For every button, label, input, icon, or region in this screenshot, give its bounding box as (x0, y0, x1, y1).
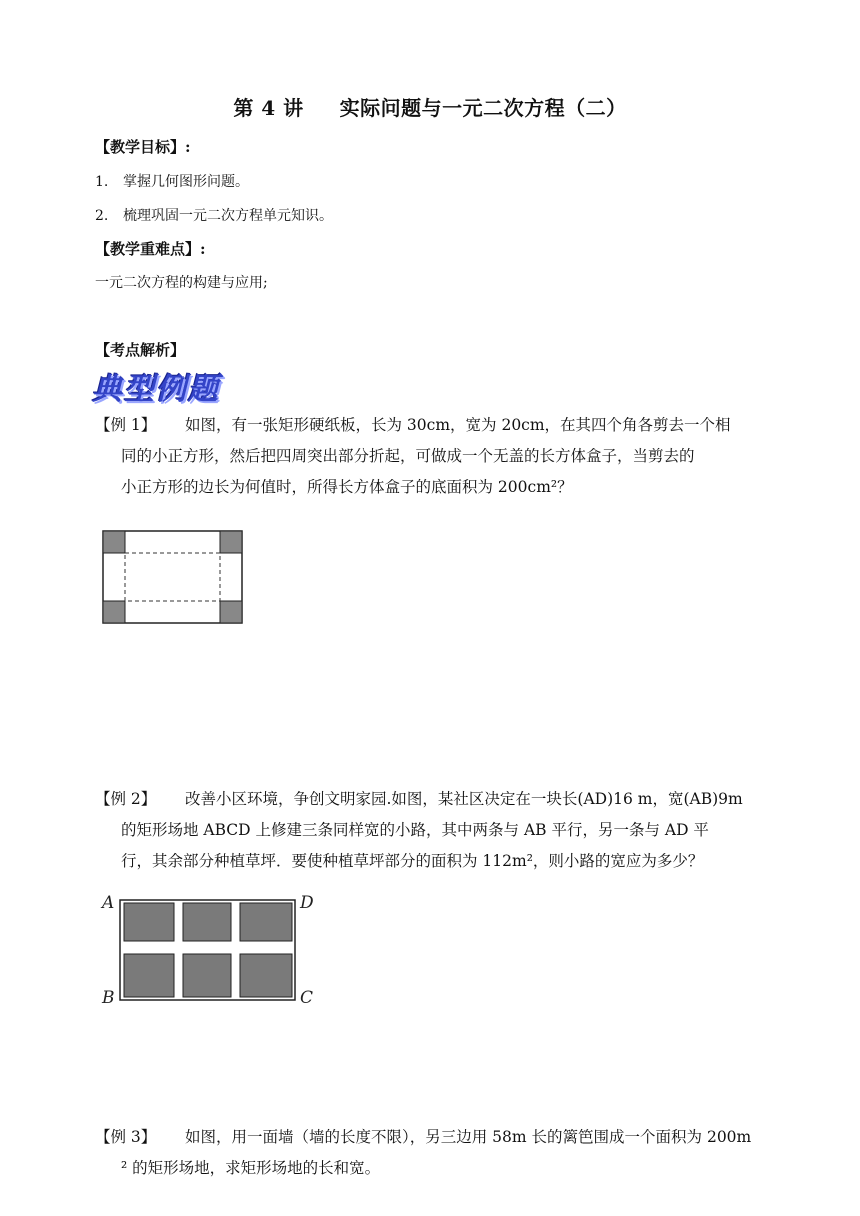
objective-item: 2. 梳理巩固一元二次方程单元知识。 (95, 208, 333, 224)
example-3: 【例 3】 如图，用一面墙（墙的长度不限），另三边用 58m 长的篱笆围成一个面积为 200m ² 的矩形场地，求矩形场地的长和宽。 (95, 1122, 775, 1184)
example-label: 【例 2】 (95, 790, 157, 808)
objective-item: 1. 掌握几何图形问题。 (95, 174, 249, 190)
vertex-label-a: A (102, 893, 115, 913)
example-2: 【例 2】 改善小区环境，争创文明家园.如图，某社区决定在一块长(AD)16 m，宽(AB)9m 的矩形场地 ABCD 上修建三条同样宽的小路，其中两条与 AB 平行，另一条与 AD 平 行，其余部分种植草坪．要使种植草坪部分的面积为 112m²，则小路的宽应为多少？ (95, 784, 775, 877)
vertex-label-c: C (300, 988, 314, 1008)
figure-lawn-paths (96, 888, 326, 1010)
page-title (0, 92, 860, 121)
example-label: 【例 3】 (95, 1128, 157, 1146)
example-label: 【例 1】 (95, 416, 157, 434)
lesson-title: 实际问题与一元二次方程（二） (339, 96, 627, 120)
typical-examples-banner: 典型例题 (92, 372, 220, 407)
vertex-label-b: B (102, 988, 115, 1008)
example-1: 【例 1】 如图，有一张矩形硬纸板，长为 30cm，宽为 20cm，在其四个角各剪去一个相 同的小正方形，然后把四周突出部分折起，可做成一个无盖的长方体盒子，当剪去的 小正方形的边长为何值时，所得长方体盒子的底面积为 200cm²？ (95, 410, 775, 503)
analysis-heading: 【考点解析】 (95, 341, 186, 359)
key-points-heading: 【教学重难点】: (95, 240, 206, 258)
lesson-number: 第 4 讲 (233, 96, 304, 120)
vertex-label-d: D (300, 893, 314, 913)
figure-box-net (100, 528, 250, 628)
key-points-text: 一元二次方程的构建与应用; (95, 275, 268, 291)
objectives-heading: 【教学目标】: (95, 138, 191, 156)
